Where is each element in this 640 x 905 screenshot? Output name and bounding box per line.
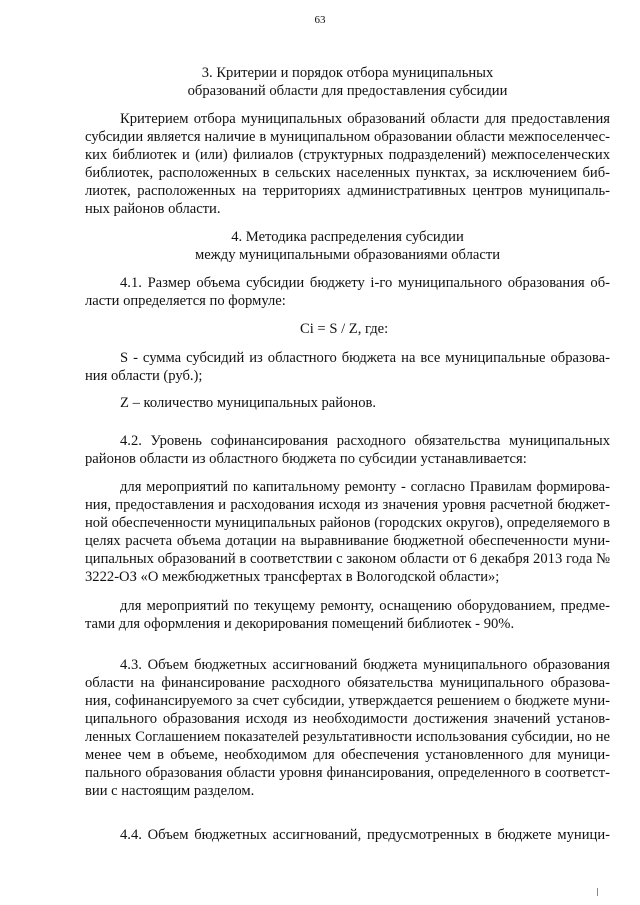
paragraph-4-1-line-1: 4.1. Размер объема субсидии бюджету i-го муниципального образования об- [120, 275, 610, 291]
paragraph-4-3-line-5: ленных Соглашением показателей результативности использования субсидии, но не [85, 729, 610, 745]
s-definition-line-2: ния области (руб.); [85, 368, 203, 384]
paragraph-4-3-line-4: ципального образования исходя из необходимости достижения значений установ- [85, 711, 610, 727]
paragraph-4-1-line-2: ласти определяется по формуле: [85, 293, 286, 309]
section3-paragraph-line-2: субсидии является наличие в муниципальном образовании области межпоселенчес- [85, 129, 610, 145]
section4-heading-line-2: между муниципальными образованиями области [194, 247, 501, 263]
paragraph-4-3-line-1: 4.3. Объем бюджетных ассигнований бюджета муниципального образования [120, 657, 610, 673]
section3-paragraph-line-3: ких библиотек и (или) филиалов (структурных подразделений) межпоселенческих [85, 147, 610, 163]
paragraph-4-2a-line-1: для мероприятий по капитальному ремонту - согласно Правилам формирова- [120, 479, 610, 495]
section3-heading-line-1: 3. Критерии и порядок отбора муниципальных [201, 65, 494, 81]
paragraph-4-2a-line-4: целях расчета объема дотации на выравнивание бюджетной обеспеченности муни- [85, 533, 610, 549]
page-number: 63 [314, 14, 326, 26]
scan-mark [597, 888, 598, 896]
paragraph-4-3-line-8: вии с настоящим разделом. [85, 783, 255, 799]
section3-heading-line-2: образований области для предоставления субсидии [187, 83, 508, 99]
section3-paragraph-line-5: лиотек, расположенных на территориях административных центров муниципаль- [85, 183, 610, 199]
paragraph-4-2a-line-3: ной обеспеченности муниципальных районов (городских округов), определяемого в [85, 515, 610, 531]
paragraph-4-2-line-2: районов области из областного бюджета по субсидии устанавливается: [85, 451, 527, 467]
section3-paragraph-line-6: ных районов области. [85, 201, 221, 217]
z-definition: Z – количество муниципальных районов. [120, 395, 377, 411]
section3-paragraph-line-4: библиотек, расположенных в сельских населенных пунктах, за исключением биб- [85, 165, 610, 181]
paragraph-4-2b-line-2: тами для оформления и декорирования помещений библиотек - 90%. [85, 616, 515, 632]
paragraph-4-3-line-3: ния, софинансируемого за счет субсидии, утверждается решением о бюджете муни- [85, 693, 610, 709]
paragraph-4-2b-line-1: для мероприятий по текущему ремонту, оснащению оборудованием, предме- [120, 598, 610, 614]
paragraph-4-2a-line-2: ния, предоставления и расходования исходя из значения уровня расчетной бюджет- [85, 497, 610, 513]
section3-paragraph-line-1: Критерием отбора муниципальных образований области для предоставления [120, 111, 610, 127]
paragraph-4-2-line-1: 4.2. Уровень софинансирования расходного обязательства муниципальных [120, 433, 610, 449]
paragraph-4-3-line-6: менее чем в объеме, необходимом для обеспечения установленного для муници- [85, 747, 610, 763]
paragraph-4-4-line-1: 4.4. Объем бюджетных ассигнований, предусмотренных в бюджете муници- [120, 827, 610, 843]
s-definition-line-1: S - сумма субсидий из областного бюджета на все муниципальные образова- [120, 350, 610, 366]
section4-heading-line-1: 4. Методика распределения субсидии [231, 229, 464, 245]
formula: Ci = S / Z, где: [300, 321, 389, 337]
paragraph-4-3-line-7: пального образования области уровня финансирования, определенного в соответст- [85, 765, 610, 781]
paragraph-4-2a-line-5: ципальных образований в соответствии с законом области от 6 декабря 2013 года № [85, 551, 610, 567]
paragraph-4-2a-line-6: 3222-ОЗ «О межбюджетных трансфертах в Вологодской области»; [85, 569, 500, 585]
paragraph-4-3-line-2: области на финансирование расходного обязательства муниципального образова- [85, 675, 610, 691]
